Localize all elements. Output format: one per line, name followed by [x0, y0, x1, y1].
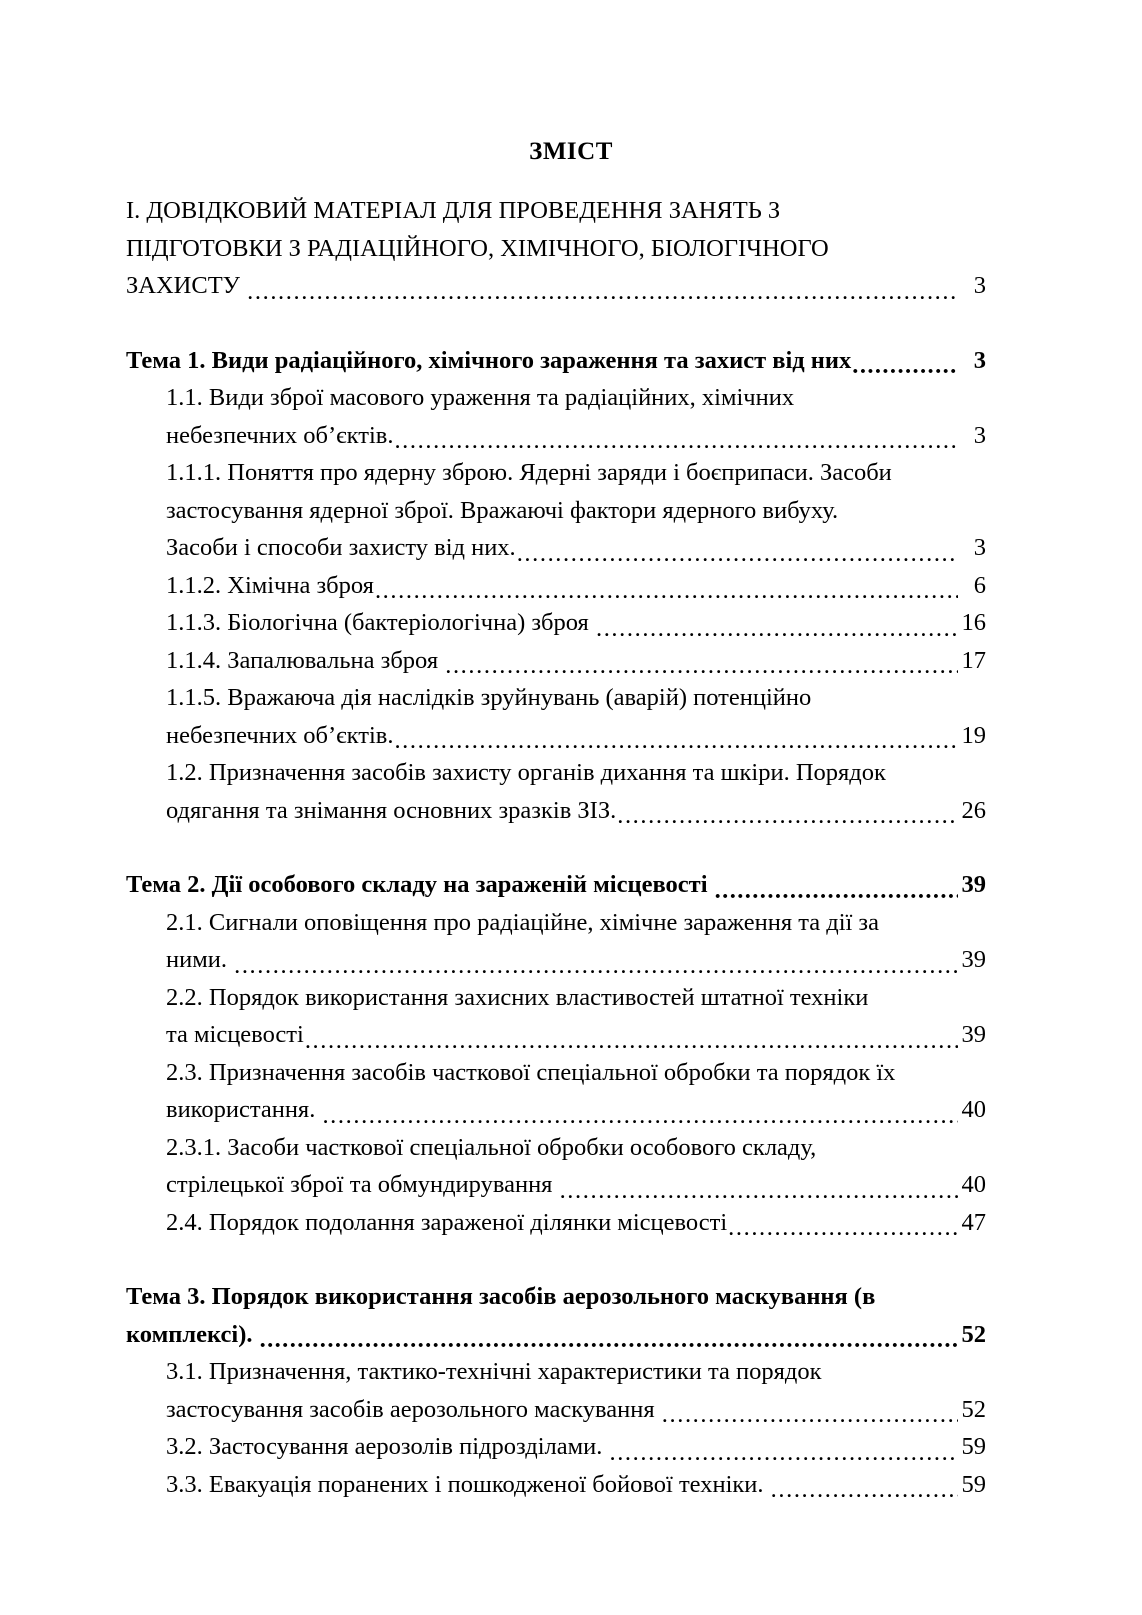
toc-entry-line: ПІДГОТОВКИ З РАДІАЦІЙНОГО, ХІМІЧНОГО, БІОЛОГІЧНОГО: [126, 234, 829, 262]
page-title: ЗМІСТ: [529, 138, 613, 165]
toc-entry-last-line: [166, 604, 986, 642]
dot-leader: [260, 1327, 958, 1353]
toc-entry-label: небезпечних об’єктів.: [166, 721, 394, 749]
toc-entry-label: 3.2. Застосування аерозолів підрозділами.: [166, 1433, 609, 1460]
toc-entry-label: застосування засобів аерозольного маскування: [166, 1395, 661, 1423]
toc-page-number: 3: [973, 272, 986, 299]
toc-page-number: 6: [973, 571, 986, 599]
toc-entry[interactable]: [126, 342, 986, 380]
toc-entry-label: комплексі).: [126, 1320, 259, 1348]
toc-entry-label: стрілецької зброї та обмундирування: [166, 1171, 559, 1198]
toc-entry-line: 3.1. Призначення, тактико-технічні характеристики та порядок: [166, 1358, 822, 1385]
toc-entry-label: ними.: [166, 946, 234, 973]
toc-entry[interactable]: [126, 1353, 986, 1428]
table-of-contents: [126, 192, 986, 1503]
toc-entry-last-line: [166, 1466, 986, 1504]
toc-entry[interactable]: [126, 679, 986, 754]
toc-page-number: 59: [961, 1470, 986, 1498]
toc-entry-label: Тема 1. Види радіаційного, хімічного зараження та захист від них: [126, 346, 852, 374]
toc-entry-line: 1.2. Призначення засобів захисту органів дихання та шкіри. Порядок: [166, 759, 886, 786]
toc-entry-last-line: [126, 342, 986, 380]
toc-entry-line: 1.1. Види зброї масового ураження та радіаційних, хімічних: [166, 384, 795, 411]
toc-entry[interactable]: [126, 1466, 986, 1504]
toc-entry[interactable]: [126, 379, 986, 454]
dot-leader: [247, 279, 958, 305]
toc-entry-label: 1.1.4. Запалювальна зброя: [166, 646, 445, 674]
toc-entry[interactable]: [126, 904, 986, 979]
toc-page-number: 39: [961, 946, 986, 973]
toc-entry-line: I. ДОВІДКОВИЙ МАТЕРІАЛ ДЛЯ ПРОВЕДЕННЯ ЗАНЯТЬ З: [126, 197, 781, 224]
toc-entry-label: небезпечних об’єктів.: [166, 421, 394, 449]
toc-page-number: 16: [961, 609, 986, 636]
dot-leader: [728, 1215, 958, 1241]
toc-entry[interactable]: [126, 979, 986, 1054]
toc-entry-line: 2.1. Сигнали оповіщення про радіаційне, хімічне зараження та дії за: [166, 908, 879, 936]
dot-leader: [852, 353, 958, 379]
toc-entry-label: використання.: [166, 1096, 322, 1123]
toc-entry[interactable]: [126, 642, 986, 680]
toc-entry-last-line: [166, 717, 986, 755]
toc-entry-last-line: [166, 1166, 986, 1204]
toc-entry-label: Тема 2. Дії особового складу на зараженій місцевості: [126, 871, 714, 898]
toc-entry-line: 1.1.5. Вражаюча дія наслідків зруйнувань (аварій) потенційно: [166, 684, 812, 711]
toc-page-number: 40: [961, 1096, 986, 1123]
toc-page-number: 52: [961, 1320, 986, 1348]
dot-leader: [445, 653, 958, 679]
toc-entry[interactable]: [126, 1204, 986, 1242]
toc-entry-line: застосування ядерної зброї. Вражаючі фактори ядерного вибуху.: [166, 496, 839, 524]
toc-entry-line: 1.1.1. Поняття про ядерну зброю. Ядерні заряди і боєприпаси. Засоби: [166, 459, 892, 486]
dot-leader: [394, 728, 958, 754]
dot-leader: [560, 1178, 958, 1204]
toc-page-number: 39: [961, 1021, 986, 1048]
toc-entry-last-line: [166, 417, 986, 455]
toc-entry-line: 2.2. Порядок використання захисних властивостей штатної техніки: [166, 983, 869, 1011]
toc-entry-line: 2.3. Призначення засобів часткової спеціальної обробки та порядок їх: [166, 1058, 896, 1086]
toc-entry-last-line: [126, 1316, 986, 1354]
dot-leader: [234, 953, 958, 979]
toc-page-number: 39: [961, 871, 986, 898]
dot-leader: [771, 1477, 958, 1503]
toc-entry-last-line: [166, 567, 986, 605]
toc-entry[interactable]: [126, 567, 986, 605]
toc-entry-last-line: [166, 1391, 986, 1429]
toc-entry[interactable]: [126, 1278, 986, 1353]
toc-page-number: 3: [973, 534, 986, 561]
dot-leader: [517, 541, 958, 567]
toc-entry-line: Тема 3. Порядок використання засобів аерозольного маскування (в: [126, 1283, 876, 1310]
toc-page-number: 40: [961, 1171, 986, 1198]
toc-entry-label: 1.1.3. Біологічна (бактеріологічна) зброя: [166, 609, 595, 636]
toc-entry[interactable]: [126, 192, 986, 305]
dot-leader: [596, 616, 958, 642]
toc-page-number: 19: [961, 721, 986, 749]
toc-entry[interactable]: [126, 1129, 986, 1204]
toc-entry-last-line: [166, 1016, 986, 1054]
toc-page-number: 47: [961, 1208, 986, 1236]
toc-page-number: 52: [961, 1395, 986, 1423]
toc-entry[interactable]: [126, 604, 986, 642]
toc-entry-last-line: [166, 529, 986, 567]
toc-entry-last-line: [126, 866, 986, 904]
toc-entry[interactable]: [126, 1428, 986, 1466]
toc-entry-last-line: [166, 1204, 986, 1242]
toc-page-number: 3: [973, 421, 986, 449]
toc-entry-label: 2.4. Порядок подолання зараженої ділянки місцевості: [166, 1208, 728, 1236]
toc-entry-last-line: [166, 1091, 986, 1129]
dot-leader: [715, 878, 958, 904]
toc-page-number: 3: [973, 346, 986, 374]
toc-page-number: 17: [961, 646, 986, 674]
toc-entry-last-line: [166, 792, 986, 830]
dot-leader: [375, 578, 958, 604]
dot-leader: [305, 1028, 958, 1054]
toc-page-number: 26: [961, 796, 986, 824]
toc-entry-last-line: [166, 941, 986, 979]
toc-entry-last-line: [166, 1428, 986, 1466]
toc-entry-label: 1.1.2. Хімічна зброя: [166, 571, 374, 599]
toc-entry-label: одягання та знімання основних зразків ЗІЗ.: [166, 796, 617, 824]
dot-leader: [394, 428, 958, 454]
toc-entry-label: ЗАХИСТУ: [126, 272, 247, 299]
dot-leader: [609, 1440, 958, 1466]
dot-leader: [662, 1402, 958, 1428]
toc-entry-last-line: [126, 267, 986, 305]
dot-leader: [322, 1103, 958, 1129]
toc-entry-last-line: [166, 642, 986, 680]
toc-entry-line: 2.3.1. Засоби часткової спеціальної обробки особового складу,: [166, 1133, 817, 1161]
toc-page-number: 59: [961, 1433, 986, 1460]
toc-entry-label: Засоби і способи захисту від них.: [166, 534, 516, 561]
toc-entry-label: 3.3. Евакуація поранених і пошкодженої бойової техніки.: [166, 1470, 770, 1498]
toc-entry[interactable]: [126, 1054, 986, 1129]
toc-entry[interactable]: [126, 866, 986, 904]
toc-entry-label: та місцевості: [166, 1021, 304, 1048]
dot-leader: [617, 803, 958, 829]
toc-entry[interactable]: [126, 754, 986, 829]
toc-entry[interactable]: [126, 454, 986, 567]
